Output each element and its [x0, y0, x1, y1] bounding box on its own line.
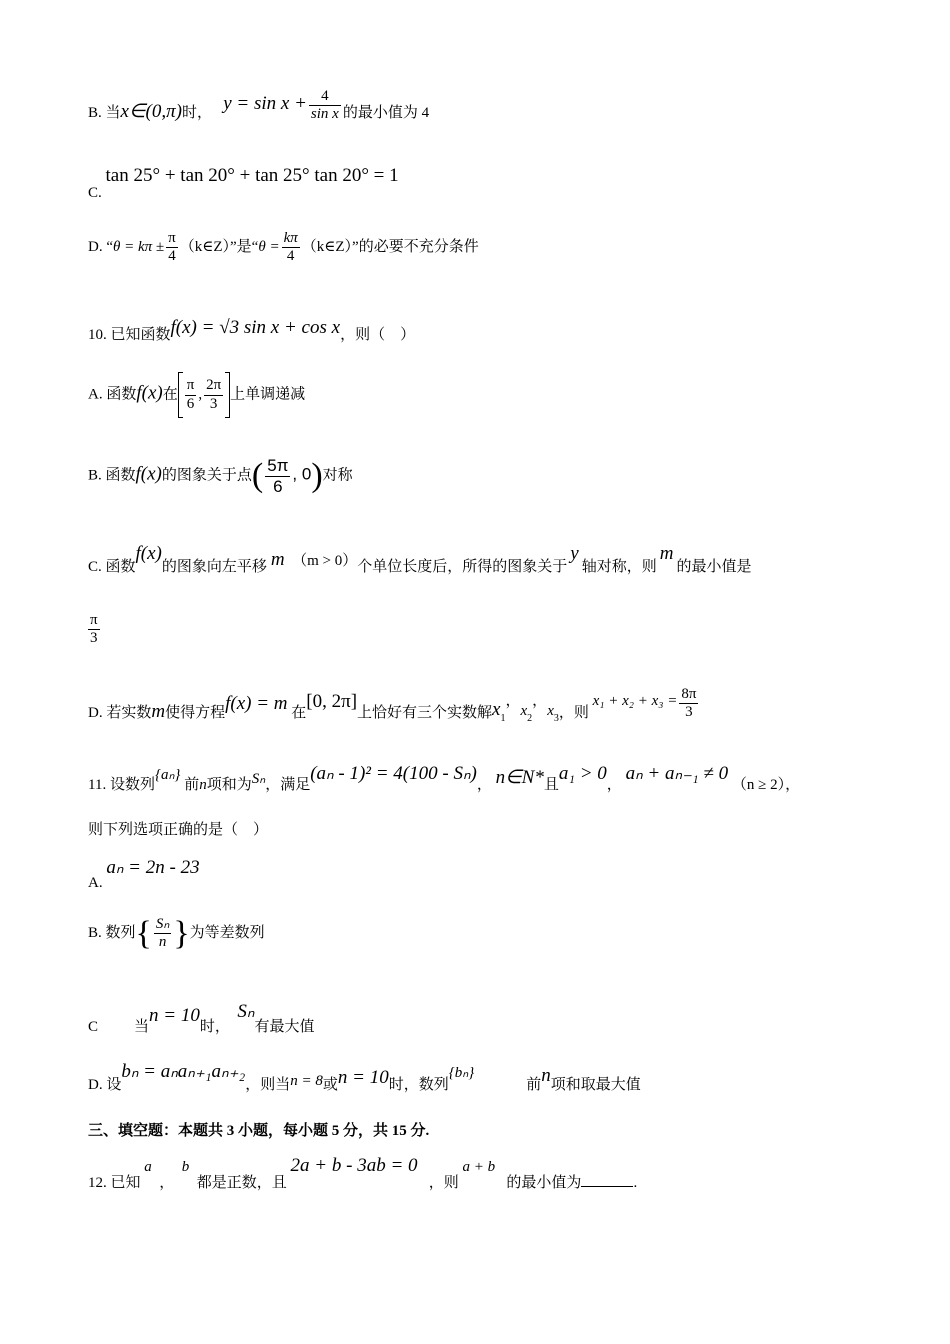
- q11-eq: (aₙ - 1)² = 4(100 - Sₙ): [310, 763, 477, 784]
- q10a-d1: 6: [186, 395, 195, 412]
- point-left-paren: (: [251, 457, 264, 495]
- q11b-frac: [154, 916, 171, 952]
- q11-stem-text: 11. 设数列: [88, 777, 155, 793]
- q10d-then: ，则: [558, 705, 589, 722]
- q9b-mid: 时，: [181, 105, 212, 122]
- q11c-Sn: Sₙ: [237, 1001, 255, 1022]
- q10-option-b: [88, 456, 353, 496]
- q9d-cond: （k∈Z）”是“: [179, 239, 259, 256]
- q10c-ans-num: π: [88, 612, 100, 630]
- q10b-tail: 对称: [322, 467, 353, 484]
- q11-option-d: [88, 1061, 641, 1093]
- q9b-domain: x∈(0,π): [120, 101, 182, 123]
- q9d-tail: ”的必要不充分条件: [352, 239, 479, 256]
- q9d-frac2: [282, 230, 300, 266]
- q10d-x2: x: [520, 703, 528, 720]
- q10a-d2: 3: [209, 395, 218, 412]
- q9c-expr: tan 25° + tan 20° + tan 25° tan 20° = 1: [105, 165, 399, 186]
- q11d-mid: ，则当: [245, 1077, 291, 1093]
- q12-b: b: [181, 1159, 190, 1175]
- q12-a: a: [144, 1159, 152, 1175]
- q11d-n: n: [541, 1065, 551, 1086]
- q11d-mid3: 前: [526, 1077, 542, 1093]
- q10a-tail: 上单调递减: [230, 386, 306, 403]
- section-heading: [88, 1124, 429, 1139]
- q10d-in: 在: [291, 705, 307, 722]
- q12-pre: 12. 已知: [88, 1175, 141, 1191]
- q10b-mid: 的图象关于点: [161, 467, 252, 484]
- q10b-label: B. 函数: [88, 467, 136, 484]
- q10b-frac: [265, 456, 290, 496]
- q10d-den: 3: [685, 704, 693, 721]
- q9b-num: 4: [309, 88, 341, 106]
- q11b-num: Sₙ: [154, 916, 171, 934]
- q10d-mid2: 上恰好有三个实数解: [357, 705, 493, 722]
- q10-option-a: A. 函数f(x)在 $\frac{\pi}{6}$ , $\frac{2\pi}{3}$ 上单调递减: [88, 372, 305, 418]
- q9d-num1: π: [166, 230, 178, 248]
- q10a-n2: 2π: [204, 377, 223, 395]
- q10-stem-post: ，则（ ）: [340, 327, 416, 343]
- q11-stem-line2: [88, 823, 268, 838]
- interval-left-bracket: [178, 372, 183, 418]
- q12-sep: ，: [159, 1175, 175, 1191]
- q11-option-b: [88, 916, 265, 952]
- q10-stem: [88, 317, 416, 343]
- q10d-num: 8π: [679, 686, 698, 704]
- q10a-n1: π: [185, 377, 197, 395]
- point-right-paren: ): [311, 457, 323, 495]
- q11-s7: （n ≥ 2），: [731, 777, 801, 793]
- q11a-label: A.: [88, 875, 103, 891]
- q9-option-c: [88, 165, 399, 201]
- q11b-den: n: [158, 934, 167, 951]
- q10-function: f(x) = √3 sin x + cos x: [170, 317, 341, 338]
- q10b-num: 5π: [267, 456, 289, 475]
- q10c-fx: f(x): [135, 543, 162, 564]
- q11-stem2: 则下列选项正确的是（ ）: [88, 822, 269, 838]
- q10b-den: 6: [273, 476, 283, 496]
- q10a-frac2: [204, 377, 223, 413]
- q9b-tail: 的最小值为 4: [342, 105, 430, 122]
- q11b-label: B. 数列: [88, 925, 136, 942]
- q9d-den1: 4: [168, 248, 176, 265]
- q10c-cond: （m > 0）: [292, 553, 358, 569]
- q11b-tail: 为等差数列: [189, 925, 265, 942]
- q10-stem-pre: 10. 已知函数: [88, 327, 171, 343]
- q11d-label: D. 设: [88, 1077, 122, 1093]
- q12-eq: 2a + b - 3ab = 0: [290, 1155, 418, 1176]
- q11c-label: C: [88, 1019, 99, 1035]
- q10c-label: C. 函数: [88, 559, 136, 575]
- q11d-seq: {bₙ}: [448, 1065, 475, 1081]
- q9b-label: B. 当: [88, 105, 121, 122]
- q11-option-c: [88, 1001, 315, 1035]
- q12-tail: 的最小值为: [506, 1175, 582, 1191]
- q11d-mid2: 时，数列: [388, 1077, 449, 1093]
- q11c-pre: 当: [134, 1019, 150, 1035]
- q9d-cond2: （k∈Z）: [301, 239, 353, 256]
- q9b-fraction: [309, 88, 341, 124]
- q10-option-c: [88, 543, 752, 575]
- q10c-mid2: 个单位长度后，所得的图象关于: [357, 559, 568, 575]
- q11-Sn: Sₙ: [251, 771, 266, 787]
- q10d-interval: [0, 2π]: [306, 691, 358, 713]
- q11c-mid: 时，: [199, 1019, 230, 1035]
- q10d-mid: 使得方程: [165, 705, 226, 722]
- q10d-eq: f(x) = m: [225, 693, 288, 715]
- q10c-y: y: [570, 543, 579, 564]
- q12-sum: a + b: [462, 1159, 496, 1175]
- q10c-ans-den: 3: [90, 630, 98, 647]
- q10b-pt-y: , 0: [292, 464, 312, 484]
- q10d-m: m: [151, 701, 166, 723]
- q10a-fx: f(x): [136, 382, 163, 404]
- q10c-m: m: [270, 549, 285, 570]
- q11-s3: ，满足: [265, 777, 311, 793]
- q11-rec: aₙ + aₙ₋₁ ≠ 0: [625, 763, 729, 784]
- q11c-cond: n = 10: [149, 1005, 200, 1026]
- q9b-den: sin x: [310, 106, 339, 123]
- q9d-theta2: θ =: [258, 239, 280, 256]
- set-right-brace: }: [173, 914, 190, 952]
- q11-n: n: [199, 777, 207, 793]
- q10b-fx: f(x): [135, 463, 162, 485]
- q9d-num2: kπ: [282, 230, 300, 248]
- q9c-label: C.: [88, 185, 102, 201]
- q9d-theta1: θ = kπ ±: [113, 239, 165, 256]
- q9d-den2: 4: [286, 248, 295, 265]
- q10d-label: D. 若实数: [88, 705, 152, 722]
- q9b-expr: y = sin x +: [223, 93, 307, 115]
- q11d-tail: 项和取最大值: [550, 1077, 641, 1093]
- q11a-expr: aₙ = 2n - 23: [106, 857, 200, 878]
- q10c-mid: 的图象向左平移: [161, 559, 267, 575]
- q11d-or: 或: [322, 1077, 338, 1093]
- q9d-label: D. “: [88, 239, 113, 256]
- q9-option-d: [88, 230, 479, 266]
- q10c-ans-frac: [88, 612, 100, 648]
- q12-end: .: [633, 1175, 638, 1191]
- q10c-m2: m: [659, 543, 674, 564]
- answer-blank[interactable]: [581, 1186, 633, 1187]
- q10d-x3: x: [547, 703, 554, 720]
- q10-option-d: D. 若实数m使得方程f(x) = m 在[0, 2π]上恰好有三个实数解$x_1$，$x_2$，$x_3$，则 x₁ + x₂ + x₃ = $\frac{8\pi}{3}$: [88, 686, 697, 725]
- set-left-brace: {: [135, 914, 152, 952]
- section3-title: 三、填空题：本题共 3 小题，每小题 5 分，共 15 分.: [88, 1123, 430, 1139]
- q9-option-b: [88, 88, 430, 132]
- q10a-frac1: [185, 377, 197, 413]
- q10c-mid3: 轴对称，则: [581, 559, 657, 575]
- q11-s4: ，: [476, 777, 492, 793]
- q12-mid2: ，则: [428, 1175, 459, 1191]
- q12-stem: [88, 1155, 638, 1191]
- q11-seq: {aₙ}: [154, 767, 181, 783]
- q12-mid: 都是正数，且: [196, 1175, 287, 1191]
- q11-s2: 项和为: [206, 777, 252, 793]
- q10a-label: A. 函数: [88, 386, 137, 403]
- q11-stem: [88, 763, 801, 793]
- q11-s6: ，: [606, 777, 622, 793]
- q10d-x1: x: [492, 699, 501, 721]
- q11-option-a: [88, 857, 200, 891]
- q10c-tail: 的最小值是: [676, 559, 752, 575]
- q11-a1: a₁ > 0: [558, 763, 607, 784]
- q10a-mid: 在: [162, 386, 178, 403]
- q10c-answer-fraction: [88, 612, 100, 648]
- q11-s1: 前: [184, 777, 200, 793]
- q11c-tail: 有最大值: [254, 1019, 315, 1035]
- q11-nN: n∈N*: [495, 767, 544, 788]
- q9d-frac1: [166, 230, 178, 266]
- q10d-sum: x₁ + x₂ + x₃ =: [592, 693, 678, 710]
- q11-s5: 且: [543, 777, 559, 793]
- q11d-bn: bₙ = aₙaₙ₊₁aₙ₊₂: [121, 1061, 246, 1082]
- q11d-c2: n = 10: [337, 1067, 389, 1088]
- q11d-c1: n = 8: [290, 1073, 323, 1089]
- q10d-frac: [679, 686, 698, 722]
